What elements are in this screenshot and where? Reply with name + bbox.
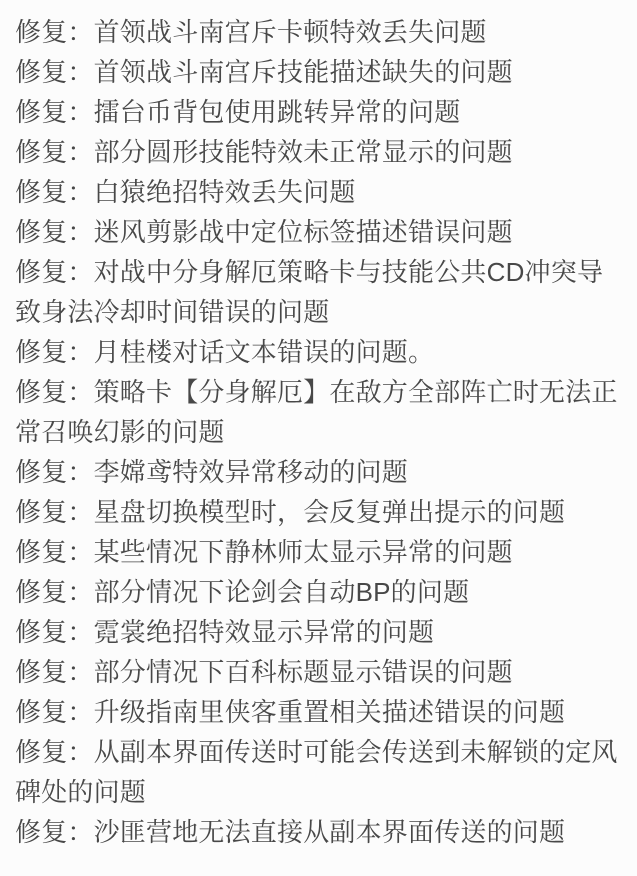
patch-note-item: 修复：部分情况下论剑会自动BP的问题	[15, 577, 470, 607]
patch-note-item: 修复：对战中分身解厄策略卡与技能公共CD冲突导致身法冷却时间错误的问题	[15, 257, 604, 327]
patch-note-item: 修复：部分情况下百科标题显示错误的问题	[15, 657, 513, 687]
patch-note-item: 修复：首领战斗南宫斥技能描述缺失的问题	[15, 57, 513, 87]
patch-note-item: 修复：沙匪营地无法直接从副本界面传送的问题	[15, 817, 566, 847]
patch-note-item: 修复：李嫦鸢特效异常移动的问题	[15, 457, 409, 487]
patch-note-item: 修复：首领战斗南宫斥卡顿特效丢失问题	[15, 17, 487, 47]
patch-note-item: 修复：迷风剪影战中定位标签描述错误问题	[15, 217, 513, 247]
patch-note-item: 修复：从副本界面传送时可能会传送到未解锁的定风碑处的问题	[15, 737, 618, 807]
patch-note-item: 修复：擂台币背包使用跳转异常的问题	[15, 97, 461, 127]
patch-note-item: 修复：星盘切换模型时，会反复弹出提示的问题	[15, 497, 566, 527]
patch-note-item: 修复：某些情况下静林师太显示异常的问题	[15, 537, 513, 567]
patch-note-item: 修复：白猿绝招特效丢失问题	[15, 177, 356, 207]
patch-note-item: 修复：升级指南里侠客重置相关描述错误的问题	[15, 697, 566, 727]
patch-note-item: 修复：霓裳绝招特效显示异常的问题	[15, 617, 435, 647]
patch-note-item: 修复：月桂楼对话文本错误的问题。	[15, 337, 435, 367]
patch-note-item: 修复：策略卡【分身解厄】在敌方全部阵亡时无法正常召唤幻影的问题	[15, 377, 618, 447]
patch-note-item: 修复：部分圆形技能特效未正常显示的问题	[15, 137, 513, 167]
